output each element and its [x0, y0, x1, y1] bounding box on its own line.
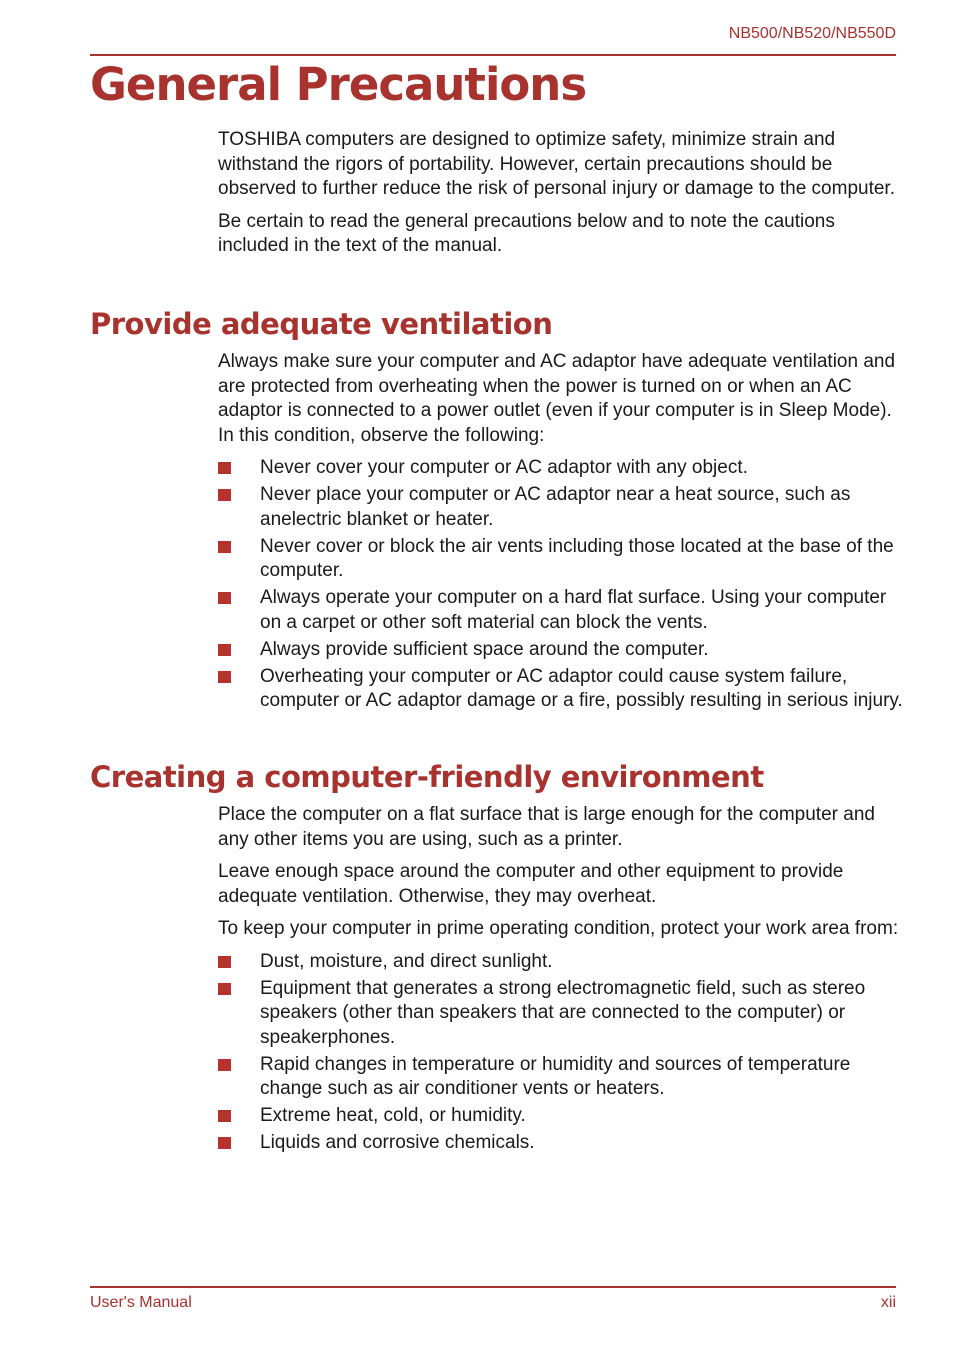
- list-item: [218, 1131, 904, 1156]
- list-item: [218, 535, 904, 584]
- list-item: [218, 665, 904, 714]
- environment-paragraph-2: Leave enough space around the computer and other equipment to provide adequate ventilation. Otherwise, they may overheat.: [218, 861, 844, 907]
- header-model-name: NB500/NB520/NB550D: [728, 25, 896, 42]
- list-item-text: Equipment that generates a strong electromagnetic field, such as stereo speakers (other than speakers that are connected to the computer) or speakerphones.: [260, 977, 866, 1048]
- list-item-text: Always operate your computer on a hard flat surface. Using your computer on a carpet or other soft material can block the vents.: [260, 587, 887, 633]
- list-item: [218, 638, 904, 663]
- intro-paragraph-2: Be certain to read the general precautions below and to note the cautions included in the text of the manual.: [218, 210, 835, 256]
- environment-paragraph-1: Place the computer on a flat surface that is large enough for the computer and any other items you are using, such as a printer.: [218, 804, 875, 850]
- ventilation-paragraph: Always make sure your computer and AC adaptor have adequate ventilation and are protected from overheating when the power is turned on or when an AC adaptor is connected to a power outlet (even if your computer is in Sleep Mode). In this condition, observe the following:: [218, 351, 896, 446]
- footer-rule: [90, 1286, 896, 1288]
- list-item: [218, 483, 904, 532]
- list-item: [218, 977, 904, 1051]
- list-item: [218, 1104, 904, 1129]
- list-item-text: Always provide sufficient space around the computer.: [260, 638, 709, 660]
- intro-section: [218, 128, 904, 267]
- square-bullet-icon: [218, 671, 231, 683]
- footer-page-number: xii: [880, 1294, 896, 1311]
- list-item: [218, 586, 904, 635]
- square-bullet-icon: [218, 1059, 231, 1071]
- environment-list: [218, 950, 904, 1156]
- list-item-text: Liquids and corrosive chemicals.: [260, 1132, 535, 1153]
- square-bullet-icon: [218, 1110, 231, 1122]
- square-bullet-icon: [218, 489, 231, 501]
- square-bullet-icon: [218, 983, 231, 995]
- footer-manual-label: User's Manual: [90, 1294, 192, 1311]
- list-item: [218, 456, 904, 481]
- page-title: General Precautions: [90, 58, 587, 111]
- list-item-text: Never cover or block the air vents including those located at the base of the computer.: [260, 535, 894, 581]
- square-bullet-icon: [218, 644, 231, 656]
- ventilation-heading: Provide adequate ventilation: [90, 307, 553, 341]
- ventilation-list: [218, 456, 904, 714]
- square-bullet-icon: [218, 541, 231, 553]
- list-item-text: Extreme heat, cold, or humidity.: [260, 1105, 526, 1126]
- square-bullet-icon: [218, 592, 231, 604]
- square-bullet-icon: [218, 1137, 231, 1149]
- intro-paragraph-1: TOSHIBA computers are designed to optimize safety, minimize strain and withstand the rigors of portability. However, certain precautions should be observed to further reduce the risk of personal injury or damage to the computer.: [218, 129, 895, 199]
- list-item-text: Overheating your computer or AC adaptor could cause system failure, computer or AC adaptor damage or a fire, possibly resulting in serious injury.: [260, 665, 903, 711]
- list-item: [218, 950, 904, 975]
- list-item-text: Dust, moisture, and direct sunlight.: [260, 950, 553, 972]
- header-rule: [90, 54, 896, 56]
- list-item: [218, 1053, 904, 1102]
- ventilation-section: [218, 350, 904, 716]
- environment-section: [218, 803, 904, 1158]
- list-item-text: Never place your computer or AC adaptor near a heat source, such as anelectric blanket or heater.: [260, 484, 851, 530]
- square-bullet-icon: [218, 956, 231, 968]
- square-bullet-icon: [218, 462, 231, 474]
- list-item-text: Never cover your computer or AC adaptor with any object.: [260, 457, 748, 478]
- list-item-text: Rapid changes in temperature or humidity and sources of temperature change such as air conditioner vents or heaters.: [260, 1053, 851, 1099]
- environment-heading: Creating a computer-friendly environment: [90, 760, 764, 794]
- environment-paragraph-3: To keep your computer in prime operating condition, protect your work area from:: [218, 918, 899, 939]
